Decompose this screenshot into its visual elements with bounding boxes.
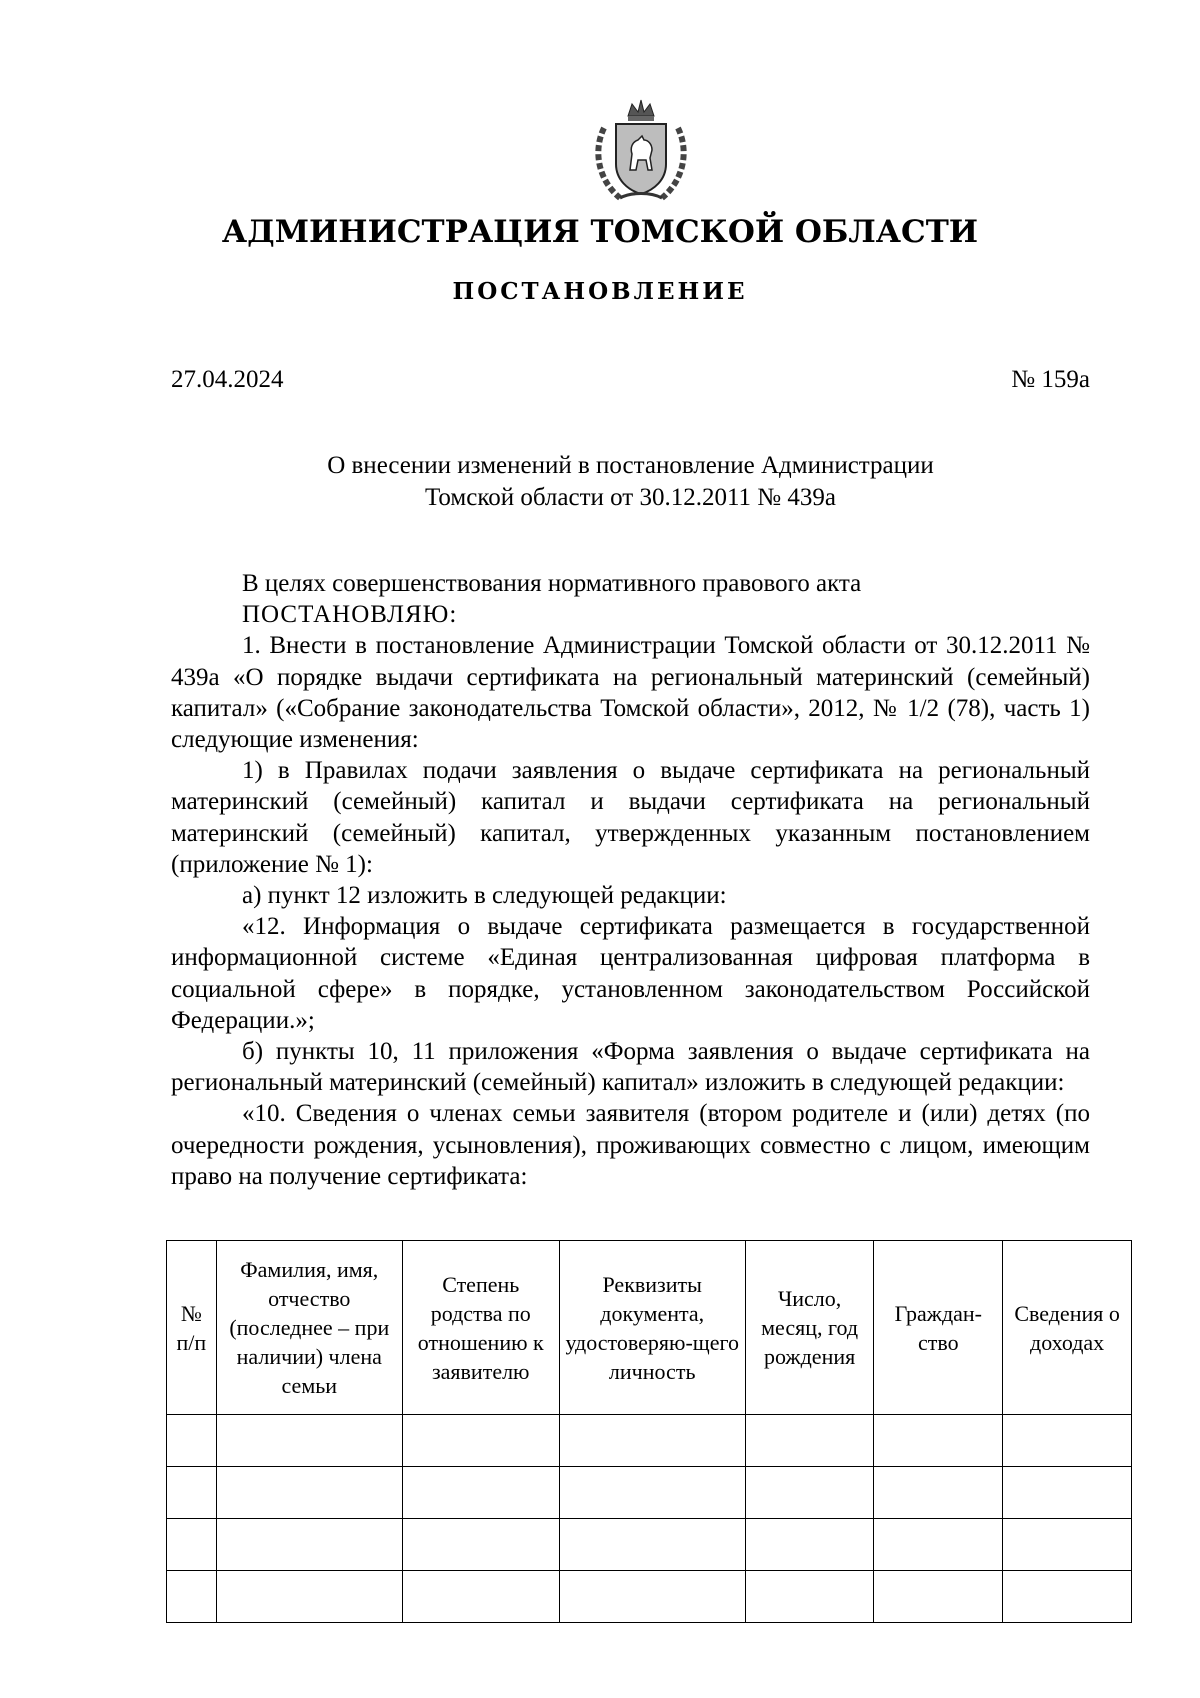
table-cell: [745, 1467, 874, 1519]
paragraph-decree: ПОСТАНОВЛЯЮ:: [242, 601, 458, 629]
table-cell: [874, 1415, 1003, 1467]
tomsk-oblast-coat-of-arms-icon: [586, 98, 696, 208]
paragraph-item-1: 1. Внести в постановление Администрации Томской области от 30.12.2011 № 439а «О порядке выдачи сертификата на региональный материнский (семейный) капитал» («Собрание законодательства Томской области», 2012, № 1/2 (78), часть 1) следующие изменения:: [171, 632, 1090, 754]
table-cell: [874, 1571, 1003, 1623]
table-cell: [559, 1571, 745, 1623]
organization-title: АДМИНИСТРАЦИЯ ТОМСКОЙ ОБЛАСТИ: [221, 214, 979, 250]
table-row: [167, 1467, 1132, 1519]
table-cell: [559, 1415, 745, 1467]
paragraph-purpose: В целях совершенствования нормативного правового акта: [242, 570, 862, 597]
document-subject: [171, 450, 1090, 514]
table-cell: [402, 1571, 559, 1623]
table-header-row: [167, 1241, 1132, 1415]
document-number: № 159а: [1011, 366, 1090, 393]
column-header: Число, месяц, год рождения: [745, 1241, 874, 1415]
table-cell: [402, 1467, 559, 1519]
paragraph-subitem-1: 1) в Правилах подачи заявления о выдаче сертификата на региональный материнский (семейный) капитал и выдачи сертификата на региональный материнский (семейный) капитал, утвержденных указанным постановлением (приложение № 1):: [171, 757, 1090, 878]
subject-line: О внесении изменений в постановление Администрации: [327, 452, 934, 479]
column-header: Фамилия, имя, отчество (последнее – при наличии) члена семьи: [216, 1241, 402, 1415]
subject-line: Томской области от 30.12.2011 № 439а: [424, 484, 837, 511]
table-cell: [216, 1415, 402, 1467]
table-cell: [216, 1519, 402, 1571]
document-body: [171, 568, 1090, 1192]
table-cell: [1003, 1571, 1132, 1623]
table-row: [167, 1415, 1132, 1467]
table-cell: [1003, 1519, 1132, 1571]
table-cell: [745, 1415, 874, 1467]
paragraph-subitem-b: б) пункты 10, 11 приложения «Форма заявления о выдаче сертификата на региональный материнский (семейный) капитал» изложить в следующей редакции:: [171, 1038, 1090, 1097]
paragraph-clause-12: «12. Информация о выдаче сертификата размещается в государственной информационной системе «Единая централизованная цифровая платформа в социальной сфере» в порядке, установленном законодательством Российской Федерации.»;: [171, 913, 1090, 1034]
column-header: Степень родства по отношению к заявителю: [402, 1241, 559, 1415]
column-header: Граждан-ство: [874, 1241, 1003, 1415]
table-cell: [167, 1415, 217, 1467]
table-cell: [874, 1519, 1003, 1571]
document-type: ПОСТАНОВЛЕНИЕ: [452, 278, 748, 305]
table-cell: [874, 1467, 1003, 1519]
column-header: № п/п: [167, 1241, 217, 1415]
table-cell: [167, 1571, 217, 1623]
table-cell: [216, 1571, 402, 1623]
table-cell: [216, 1467, 402, 1519]
table-cell: [167, 1519, 217, 1571]
table-cell: [559, 1519, 745, 1571]
table-row: [167, 1519, 1132, 1571]
table-cell: [1003, 1415, 1132, 1467]
table-cell: [745, 1519, 874, 1571]
paragraph-clause-10: «10. Сведения о членах семьи заявителя (втором родителе и (или) детях (по очередности рождения, усыновления), проживающих совместно с лицом, имеющим право на получение сертификата:: [171, 1100, 1090, 1190]
table-cell: [559, 1467, 745, 1519]
table-cell: [402, 1415, 559, 1467]
paragraph-subitem-a: а) пункт 12 изложить в следующей редакции:: [242, 882, 727, 910]
column-header: Сведения о доходах: [1003, 1241, 1132, 1415]
table-cell: [1003, 1467, 1132, 1519]
column-header: Реквизиты документа, удостоверяю-щего личность: [559, 1241, 745, 1415]
table-cell: [745, 1571, 874, 1623]
document-date: 27.04.2024: [171, 366, 284, 393]
table-cell: [402, 1519, 559, 1571]
table-row: [167, 1571, 1132, 1623]
table-cell: [167, 1467, 217, 1519]
family-members-table: [166, 1240, 1132, 1623]
